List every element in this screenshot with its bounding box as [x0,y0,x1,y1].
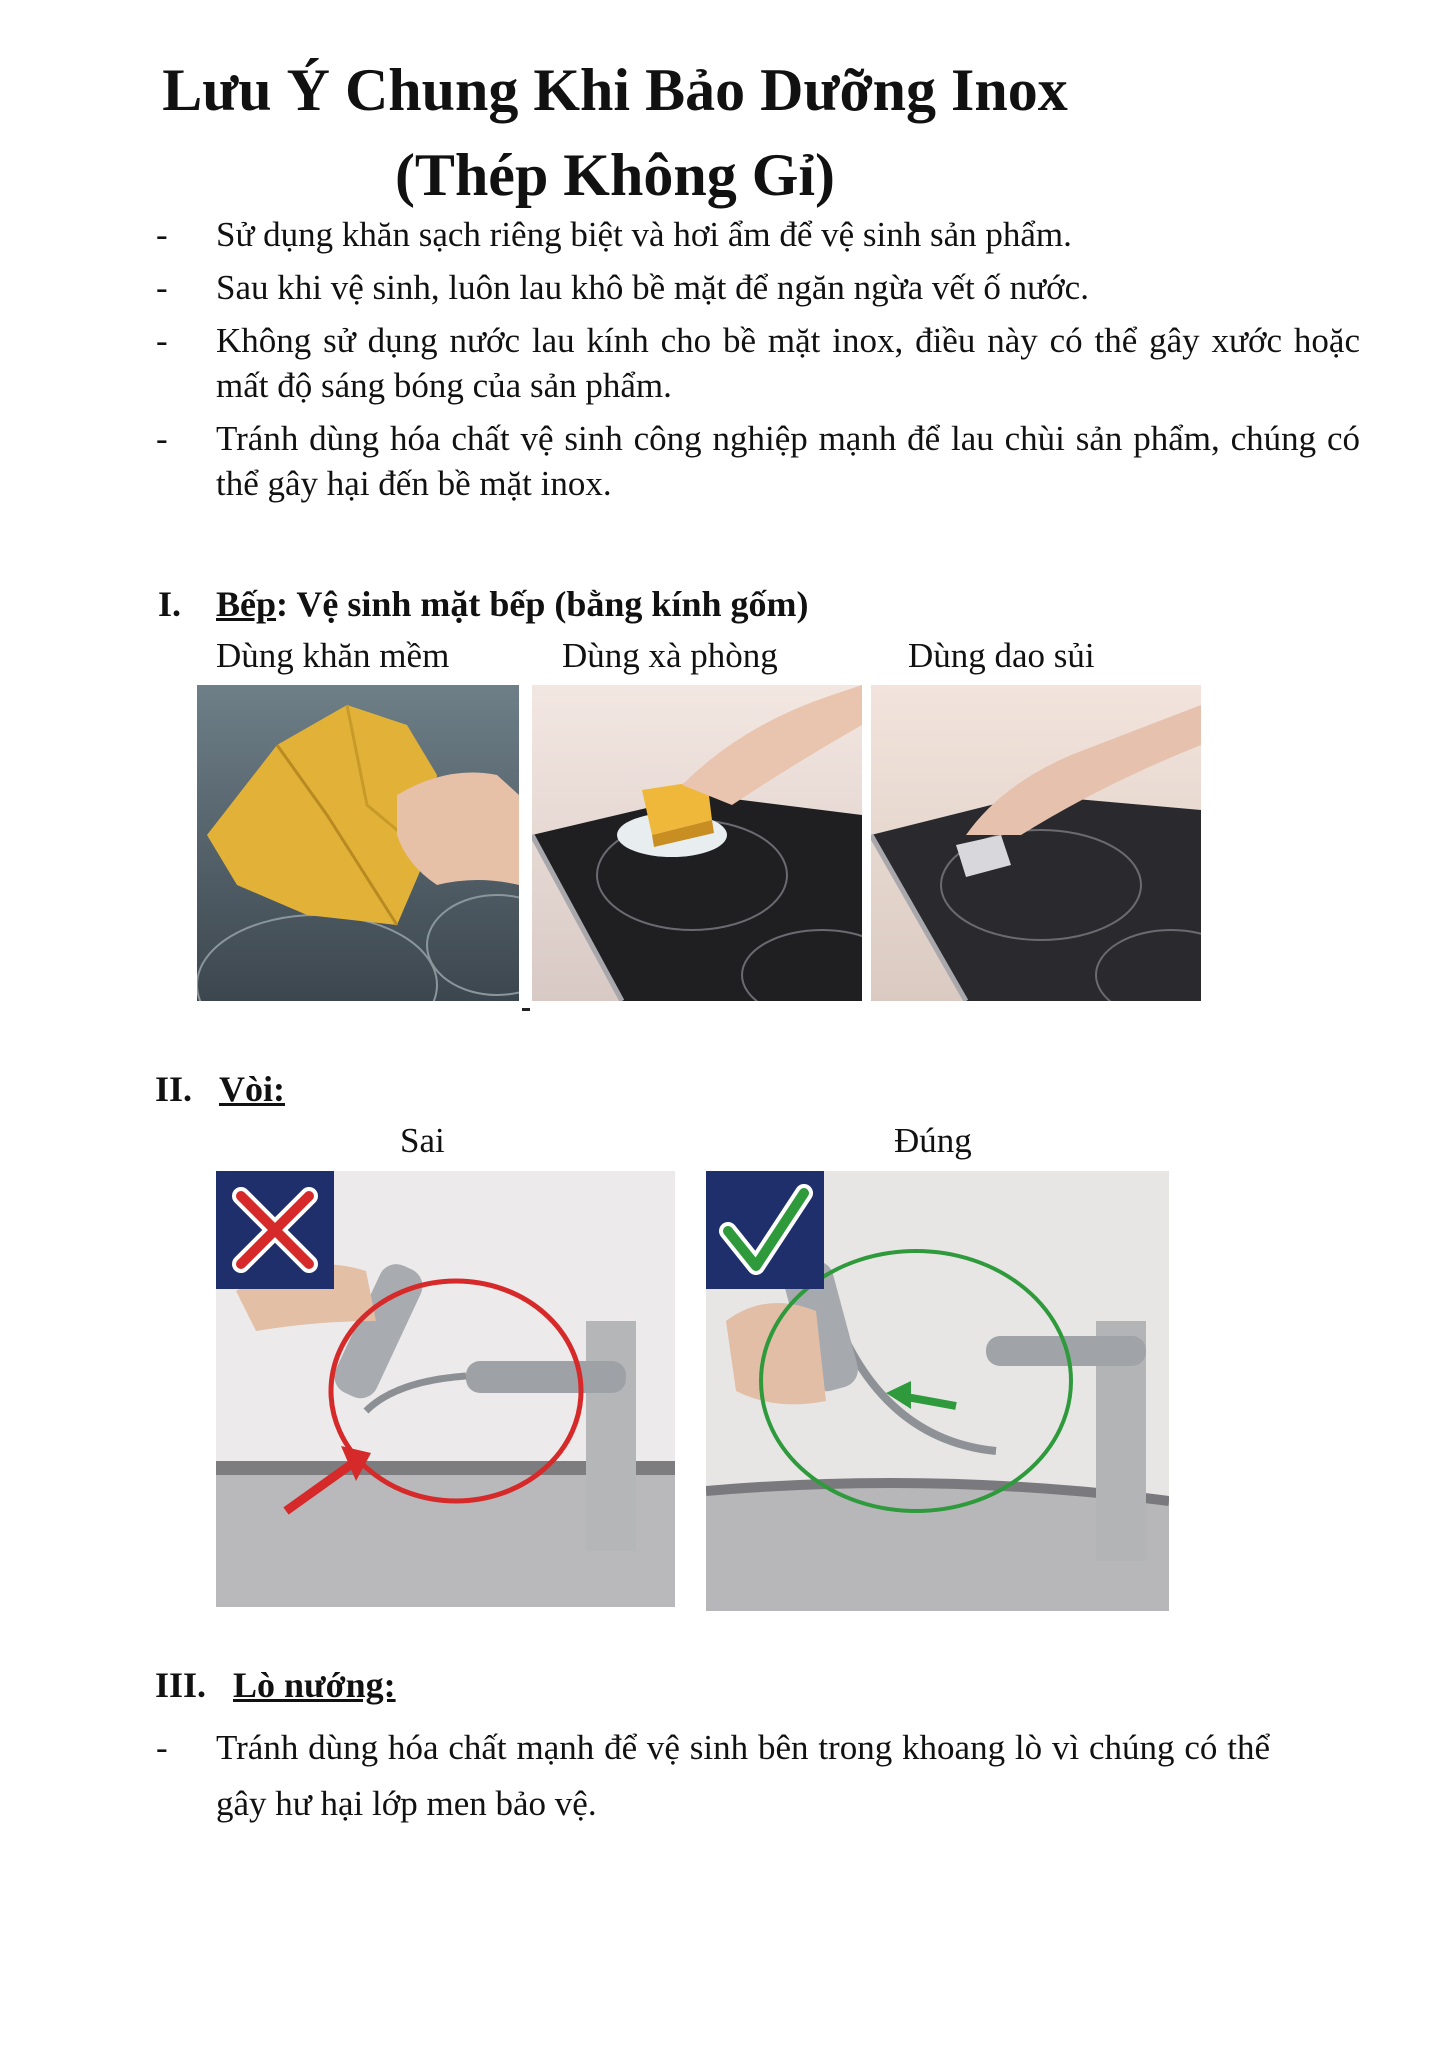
bullet-dash: - [156,268,168,307]
list-item [150,212,1360,257]
photo-scraper [871,685,1201,1001]
page-title-line-2: (Thép Không Gỉ) [394,142,836,208]
list-item [150,265,1360,310]
bullet-dash: - [156,419,168,458]
caption-scraper: Dùng dao sủi [908,636,1095,675]
list-item-text: Sử dụng khăn sạch riêng biệt và hơi ẩm để vệ sinh sản phẩm. [216,215,1072,254]
photo-faucet-right [706,1171,1169,1611]
photo-soap-sponge [532,685,862,1001]
bullet-dash: - [156,1728,168,1767]
section-title: Lò nướng: [233,1665,396,1705]
section-number: II. [155,1069,193,1109]
section-heading-stove [158,583,808,625]
photo-faucet-wrong [216,1171,675,1607]
list-item-text: Không sử dụng nước lau kính cho bề mặt inox, điều này có thể gây xước hoặc mất độ sáng bóng của sản phẩm. [216,321,1360,405]
label-right: Đúng [894,1121,972,1160]
list-item [150,1720,1270,1832]
section-subtitle: : Vệ sinh mặt bếp (bằng kính gốm) [276,584,809,624]
bullet-dash: - [156,321,168,360]
label-wrong: Sai [400,1121,445,1160]
photo-soft-cloth-wiping [197,685,519,1001]
section-title: Bếp [216,584,277,624]
list-item-text: Sau khi vệ sinh, luôn lau khô bề mặt để ngăn ngừa vết ố nước. [216,268,1089,307]
caption-soap: Dùng xà phòng [562,636,778,675]
list-item-text: Tránh dùng hóa chất vệ sinh công nghiệp mạnh để lau chùi sản phẩm, chúng có thể gây hại đến bề mặt inox. [216,419,1360,503]
list-item [150,416,1360,506]
list-item-text: Tránh dùng hóa chất mạnh để vệ sinh bên trong khoang lò vì chúng có thể gây hư hại lớp men bảo vệ. [216,1728,1270,1823]
section-heading-oven [155,1664,396,1706]
general-notes-list [150,212,1360,514]
section-title: Vòi: [219,1069,285,1109]
bullet-dash: - [156,215,168,254]
section-heading-faucet [155,1068,285,1110]
section-number: III. [155,1665,207,1705]
section-number: I. [158,584,182,624]
list-item [150,318,1360,408]
caption-soft-cloth: Dùng khăn mềm [216,636,450,675]
stray-dash [522,1008,530,1011]
oven-notes-list [150,1720,1270,1840]
page-title-line-1: Lưu Ý Chung Khi Bảo Dưỡng Inox [162,57,1068,123]
